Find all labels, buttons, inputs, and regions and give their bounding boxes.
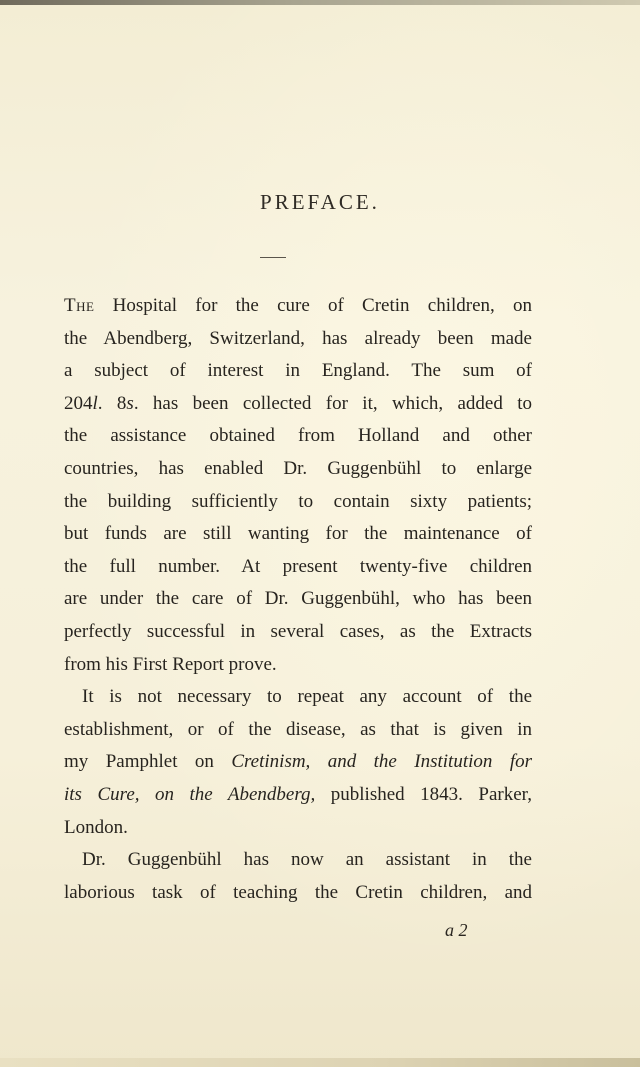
text-line (64, 388, 532, 421)
paragraph (64, 844, 532, 909)
text-run: laborious task of teaching the Cretin children, and (64, 881, 532, 903)
text-run: It is not necessary to repeat any account of the (82, 686, 532, 708)
page-heading: PREFACE. (260, 190, 380, 214)
text-run: . 8 (97, 392, 127, 414)
text-line (64, 746, 532, 779)
text-line (64, 551, 532, 584)
text-line (64, 518, 532, 551)
paragraph (64, 681, 532, 844)
text-run: Dr. Guggenbühl has now an assistant in the (82, 849, 532, 871)
text-run: the full number. At present twenty-five children (64, 555, 532, 577)
page-top-edge (0, 0, 640, 5)
text-run: countries, has enabled Dr. Guggenbühl to enlarge (64, 457, 532, 479)
text-run: my Pamphlet on (64, 751, 232, 773)
text-line (64, 355, 532, 388)
text-run: 204 (64, 392, 93, 414)
text-run: are under the care of Dr. Guggenbühl, who has been (64, 588, 532, 610)
text-line (64, 486, 532, 519)
text-line (64, 877, 532, 910)
text-line (64, 323, 532, 356)
signature-mark (445, 920, 468, 941)
text-line (64, 420, 532, 453)
signature-mark-text: a 2 (445, 920, 468, 940)
text-run: perfectly successful in several cases, as the Extracts (64, 620, 532, 642)
text-run: from his First Report prove. (64, 653, 277, 675)
text-run: its Cure, on the Abendberg, (64, 783, 316, 805)
text-line (64, 681, 532, 714)
text-run: a subject of interest in England. The sum of (64, 360, 532, 382)
text-line (64, 583, 532, 616)
paragraph (64, 290, 532, 681)
text-run: the assistance obtained from Holland and other (64, 425, 532, 447)
text-run: London. (64, 816, 128, 838)
text-line (64, 812, 532, 845)
body-text (64, 290, 532, 909)
text-line (64, 844, 532, 877)
text-run: published 1843. Parker, (315, 783, 532, 805)
heading-rule (260, 257, 286, 258)
text-run: but funds are still wanting for the maintenance of (64, 523, 532, 545)
text-run: . has been collected for it, which, added to (133, 392, 533, 414)
text-line (64, 453, 532, 486)
page-bottom-edge (0, 1058, 640, 1067)
text-run: s (126, 392, 134, 414)
text-run: The (64, 295, 95, 316)
text-run: Cretinism, and the Institution for (231, 751, 532, 773)
text-line (64, 714, 532, 747)
text-run: the building sufficiently to contain sixty patients; (64, 490, 532, 512)
text-run: the Abendberg, Switzerland, has already been made (64, 327, 532, 349)
text-run: l (92, 392, 98, 414)
text-line (64, 616, 532, 649)
text-line (64, 290, 532, 323)
text-line (64, 649, 532, 682)
text-run: Hospital for the cure of Cretin children, on (94, 295, 532, 316)
text-line (64, 779, 532, 812)
text-run: establishment, or of the disease, as that is given in (64, 718, 532, 740)
